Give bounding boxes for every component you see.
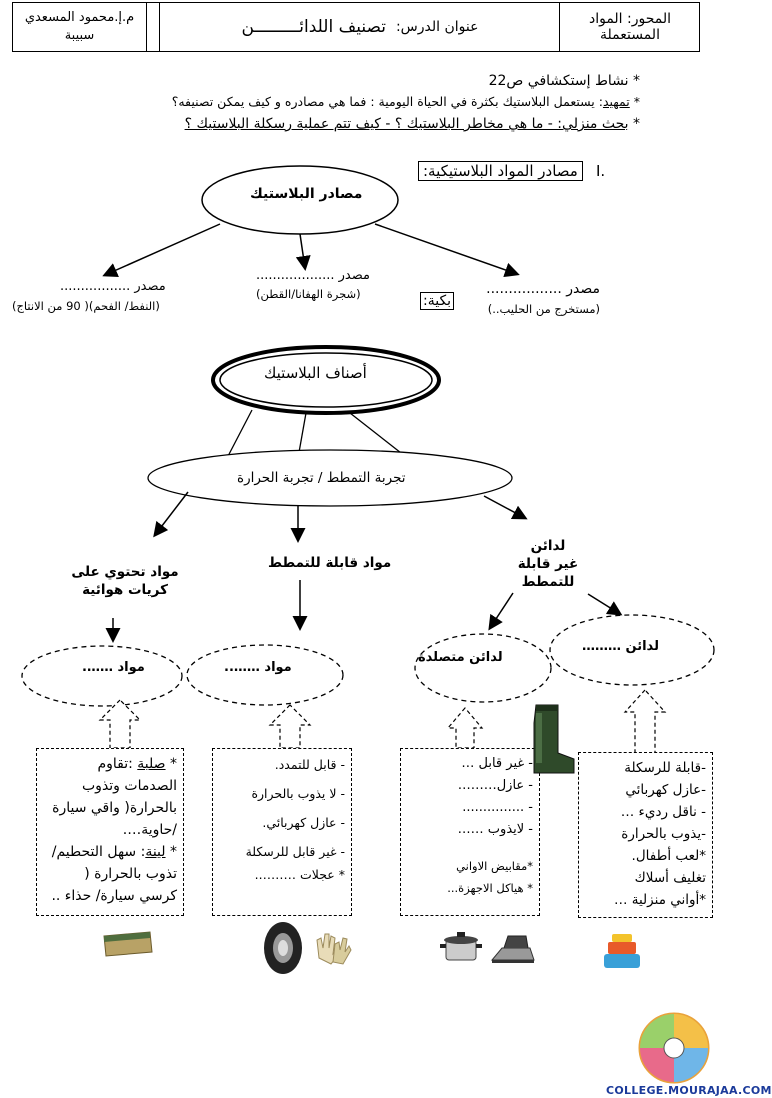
box-foam (36, 748, 184, 916)
box-line: - عازل……… (457, 778, 533, 793)
box-line: - غير قابل للرسكلة (245, 844, 345, 859)
ellipse-foam: مواد ……. (82, 660, 145, 675)
box-thermoset (400, 748, 540, 916)
box-line: - لايذوب …… (457, 822, 533, 837)
box-line: * عجلات ………. (254, 867, 345, 882)
box-line: كرسي سيارة/ حذاء .. (51, 888, 177, 904)
box-line: - لا يذوب بالحرارة (251, 786, 345, 801)
box-line: تذوب بالحرارة ( (84, 866, 177, 882)
containers-icon (600, 930, 644, 972)
box-thermoplastic (578, 752, 713, 918)
box-line: *أواني منزلية … (613, 892, 706, 908)
soft-text: : سهل التحطيم/ (51, 844, 146, 860)
box-line: *مقابيض الاواني (456, 859, 533, 873)
preamble-text: : يستعمل البلاستيك بكثرة في الحياة اليومية : فما هي مصادره و كيف يمكن تصنيفه؟ (171, 94, 603, 109)
box-line: -عازل كهربائي (625, 782, 706, 798)
ellipse-thermoplastic: لدائن ……… (582, 639, 659, 654)
types-root: أصناف البلاستيك (264, 364, 367, 382)
section1-number: I. (596, 162, 606, 180)
source-plant-label: مصدر ................... (256, 268, 370, 283)
box-line: *لعب أطفال. (631, 848, 706, 864)
box-line: تغليف أسلاك (634, 870, 706, 886)
homework-line: * بحث منزلي: - ما هي مخاطر البلاستيك ؟ - كيف تتم عملية رسكلة البلاستيك ؟ (184, 116, 640, 132)
source-milk-label: مصدر ................. (486, 281, 600, 297)
box-line: * صلبة :تقاوم (97, 756, 177, 772)
category-nonelastic-line1: لدائن (530, 538, 566, 554)
box-line: /حاوية…. (122, 822, 177, 838)
preamble-line: * تمهيد: يستعمل البلاستيك بكثرة في الحياة اليومية : فما هي مصادره و كيف يمكن تصنيفه؟ (171, 94, 640, 109)
box-line: - غير قابل … (461, 756, 533, 771)
iron-icon (488, 930, 538, 966)
box-line: - عازل كهربائي. (262, 815, 345, 830)
category-foam-line2: كريات هوائية (82, 582, 168, 598)
box-line: - ناقل رديء … (620, 804, 706, 820)
tire-icon (262, 920, 304, 976)
rigid-text: :تقاوم (97, 756, 138, 772)
category-foam-line1: مواد تحتوي على (71, 564, 179, 580)
sources-root: مصادر البلاستيك (250, 186, 363, 202)
homework-label: بحث منزلي (562, 116, 629, 132)
preamble-label: تمهيد (602, 94, 630, 109)
homework-text: : - ما هي مخاطر البلاستيك ؟ - كيف تتم عملية رسكلة البلاستيك ؟ (184, 116, 563, 132)
box-line: بالحرارة( واقي سيارة (52, 800, 177, 816)
category-foam (65, 563, 185, 599)
teacher-name: م.إ.محمود المسعدي (24, 10, 135, 25)
source-plant-detail: (شجرة الهفانا/القطن) (256, 287, 361, 301)
box-line: -قابلة للرسكلة (624, 760, 706, 776)
category-nonelastic (492, 537, 604, 591)
source-oil-label: مصدر ................. (60, 279, 166, 294)
ellipse-thermoset: لدائن متصلدة (418, 650, 503, 665)
source-oil-detail: (النفط/ الفحم)( 90 من الانتاج) (12, 299, 160, 313)
box-line: الصدمات وتذوب (82, 778, 177, 794)
pot-icon (440, 930, 482, 964)
school-location: سبيبة (64, 28, 95, 43)
source-milk-detail: (مستخرج من الحليب..) (487, 302, 600, 316)
category-elastic: مواد قابلة للتمطط (268, 555, 392, 571)
category-nonelastic-line2: غير قابلة للتمطط (517, 556, 579, 590)
box-line: -يذوب بالحرارة (621, 826, 706, 842)
soft-label: لينة (145, 844, 166, 860)
header-axis: المحور: المواد المستعملة (559, 3, 700, 51)
source-milk-tag: بكية: (420, 292, 454, 310)
boot-icon (528, 703, 578, 775)
section1-title: مصادر المواد البلاستيكية: (418, 161, 583, 181)
activity-line: * نشاط إستكشافي ص22 (488, 73, 640, 89)
lesson-title: تصنيف اللدائـــــــــن (241, 17, 386, 37)
lesson-title-label: عنوان الدرس: (395, 19, 479, 35)
box-elastomer (212, 748, 352, 916)
box-line: - قابل للتمدد. (274, 757, 345, 772)
ellipse-elastomer: مواد …….. (224, 660, 292, 675)
gloves-icon (313, 928, 353, 968)
box-line: * لينة: سهل التحطيم/ (51, 844, 177, 860)
box-line: - ............... (462, 800, 533, 815)
test-label: تجربة التمطط / تجربة الحرارة (237, 470, 406, 486)
box-line: * هياكل الاجهزة... (447, 881, 533, 895)
logo-text: COLLEGE.MOURAJAA.COM (606, 1084, 772, 1097)
site-logo (626, 1006, 722, 1086)
rigid-label: صلبة (137, 756, 166, 772)
sponge-icon (100, 928, 154, 958)
